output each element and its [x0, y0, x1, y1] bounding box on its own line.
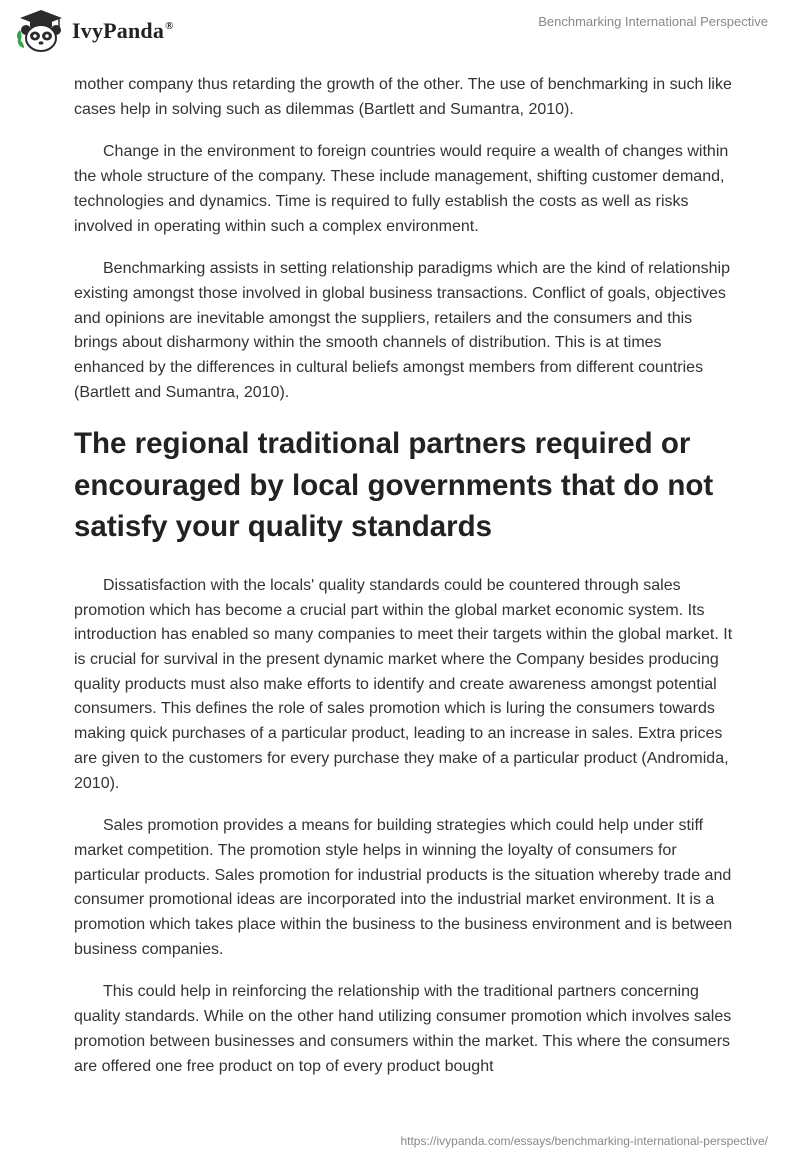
- document-title: Benchmarking International Perspective: [538, 14, 768, 29]
- paragraph-sales-promotion: Sales promotion provides a means for building strategies which could help under stiff market competition. The promotion style helps in winning the loyalty of consumers for particular products. Sales promotion for industrial products is the situation whereby trade and consumer promotional ideas are incorporated into the industrial market environment. It is a promotion which takes place within the business to the business environment and is between business companies.: [74, 817, 733, 958]
- ivypanda-logo[interactable]: [14, 8, 174, 54]
- paragraph-relationship-paradigms: Benchmarking assists in setting relationship paradigms which are the kind of relationship existing amongst those involved in global business transactions. Conflict of goals, objectives and opinions are inevitable amongst the suppliers, retailers and the consumers and this brings about disharmony within the smooth channels of distribution. This is at times enhanced by the differences in cultural beliefs amongst members from different countries (Bartlett and Sumantra, 2010).: [74, 260, 730, 401]
- paragraph-dissatisfaction: Dissatisfaction with the locals' quality standards could be countered through sales promotion which has become a crucial part within the global market economic system. Its introduction has enabled so many companies to meet their targets within the global market. It is crucial for survival in the present dynamic market where the Company besides producing quality products must also make efforts to identify and create awareness amongst potential consumers. This defines the role of sales promotion which is luring the consumers towards making quick purchases of a particular product, leading to an increase in sales. Extra prices are given to the customers for every purchase they make of a particular product (Andromida, 2010).: [74, 576, 733, 792]
- essay-content: [74, 73, 734, 1097]
- paragraph-reinforcing-relationship: This could help in reinforcing the relationship with the traditional partners concerning quality standards. While on the other hand utilizing consumer promotion which involves sales promotion between businesses and consumers within the market. This where the consumers are offered one free product on top of every product bought: [74, 983, 732, 1075]
- paragraph-intro: mother company thus retarding the growth of the other. The use of benchmarking in such like cases help in solving such as dilemmas (Bartlett and Sumantra, 2010).: [74, 76, 732, 118]
- page-header: [0, 0, 800, 70]
- source-url[interactable]: https://ivypanda.com/essays/benchmarking-international-perspective/: [400, 1134, 768, 1148]
- section-heading: The regional traditional partners required or encouraged by local governments that do not satisfy your quality standards: [74, 427, 714, 544]
- logo-wordmark: IvyPanda®: [72, 18, 174, 43]
- panda-graduate-icon: [14, 8, 68, 54]
- registered-mark: ®: [165, 20, 174, 32]
- paragraph-environment-change: Change in the environment to foreign countries would require a wealth of changes within the whole structure of the company. These include management, shifting customer demand, technologies and dynamics. Time is required to fully establish the costs as well as risks involved in operating within such a complex environment.: [74, 143, 729, 235]
